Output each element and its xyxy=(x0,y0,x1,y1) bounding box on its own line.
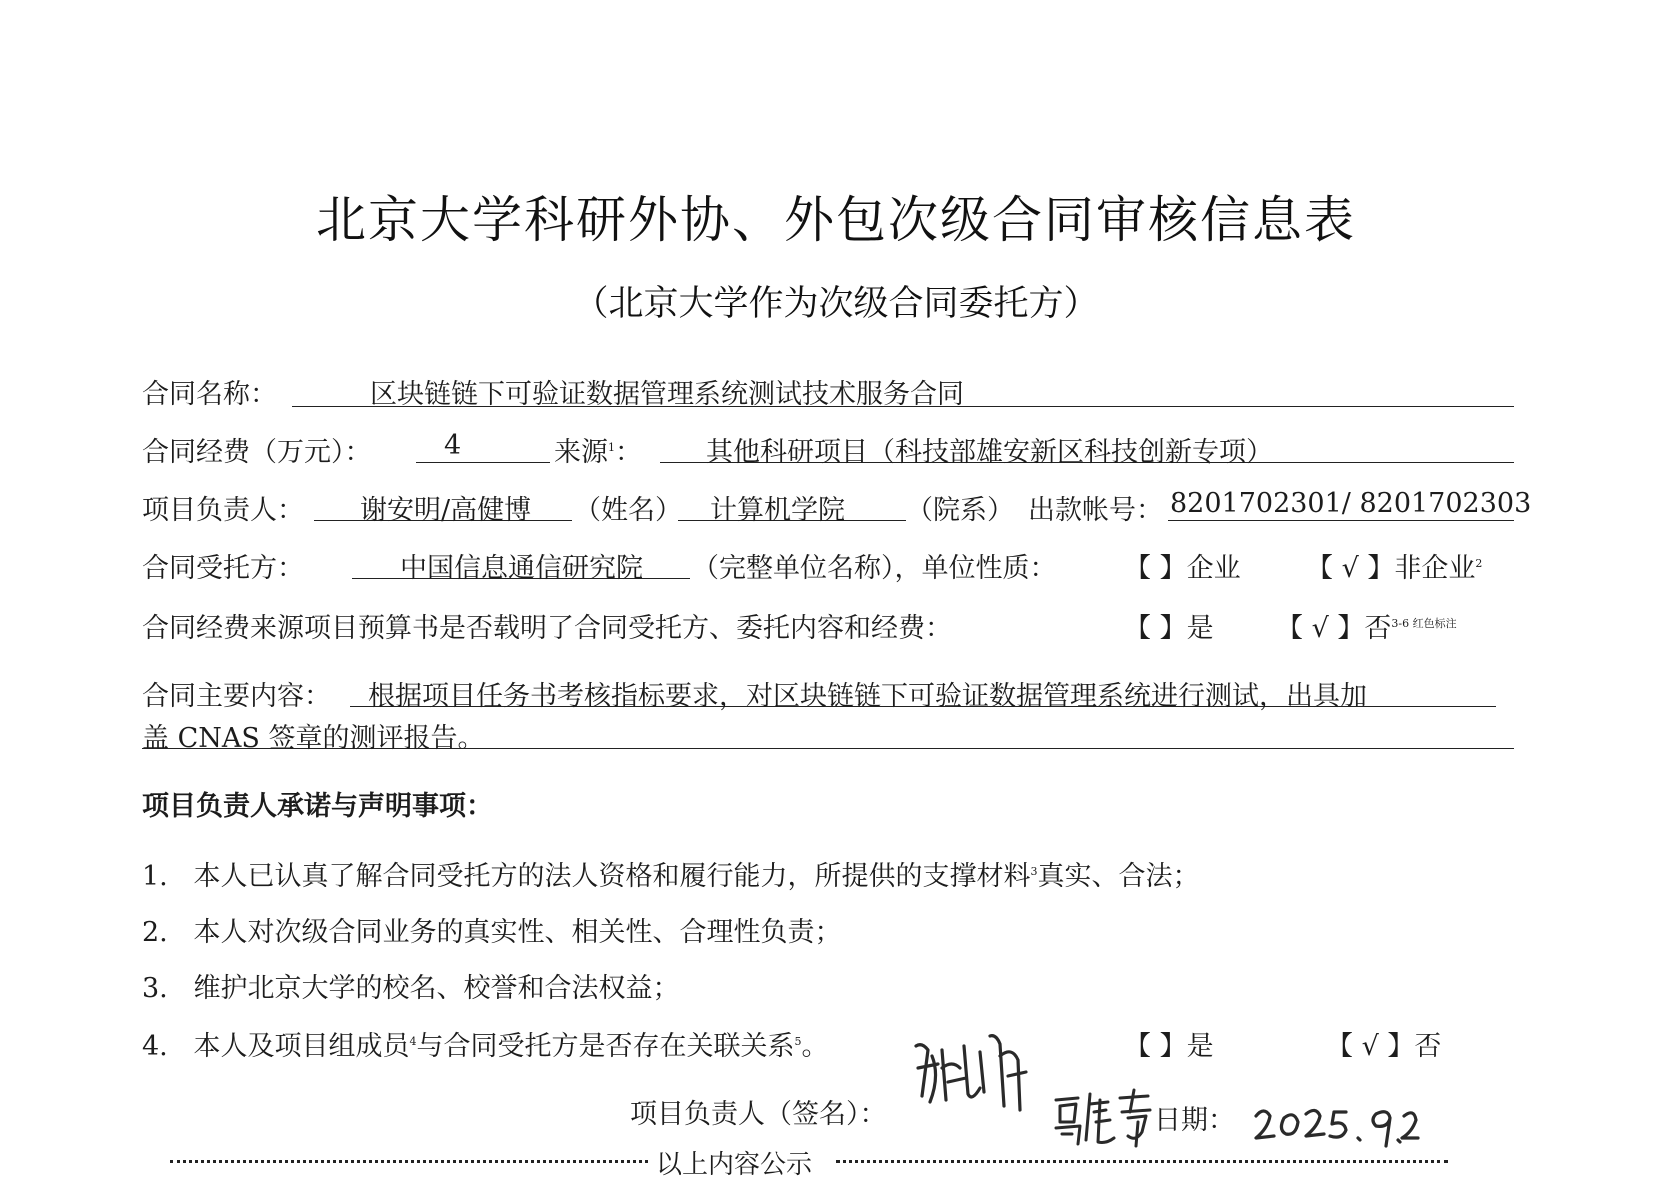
pledge-text-1b: 真实、合法； xyxy=(1037,861,1200,892)
handwritten-signature-1 xyxy=(908,1016,1048,1116)
related-yes-option xyxy=(1124,1024,1214,1063)
content-line-2: 盖 CNAS 签章的测评报告。 xyxy=(142,723,485,754)
funding-value: 4 xyxy=(444,430,462,461)
account-value: 8201702301/ 8201702303 xyxy=(1170,488,1532,519)
pledge-text-3: 维护北京大学的校名、校誉和合法权益； xyxy=(193,973,680,1004)
funding-source-value: 其他科研项目（科技部雄安新区科技创新专项） xyxy=(706,437,1273,468)
pledge-number-1: 1. xyxy=(142,861,168,892)
pledge-text-1a: 本人已认真了解合同受托方的法人资格和履行能力，所提供的支撑材料 xyxy=(193,861,1031,892)
trustee-footnote-2: 2 xyxy=(1475,557,1483,570)
leader-name-hint: （姓名） xyxy=(574,495,682,526)
related-no-label: 否 xyxy=(1414,1031,1442,1062)
leader-label: 项目负责人： xyxy=(142,495,304,526)
source-footnote-1: 1 xyxy=(608,441,615,454)
funding-source-label xyxy=(554,430,642,469)
budget-yes-checkbox: 【 】 xyxy=(1124,613,1187,644)
related-yes-checkbox: 【 】 xyxy=(1124,1031,1187,1062)
related-yes-label: 是 xyxy=(1186,1031,1214,1062)
leader-dept-hint: （院系） xyxy=(906,495,1014,526)
footer-dotted-line-left xyxy=(170,1160,648,1163)
budget-yes-label: 是 xyxy=(1186,613,1214,644)
budget-no-checkbox: 【 √ 】 xyxy=(1276,613,1365,644)
non-enterprise-label: 非企业 xyxy=(1394,553,1476,584)
pledge-item-2 xyxy=(142,910,842,949)
handwritten-signature-2 xyxy=(1050,1082,1158,1148)
trustee-hint: （完整单位名称），单位性质： xyxy=(692,553,1057,584)
pledge-number-2: 2. xyxy=(142,917,168,948)
pledge-footnote-5: 5 xyxy=(794,1035,802,1048)
pledge-item-4 xyxy=(142,1024,829,1063)
trustee-label: 合同受托方： xyxy=(142,553,304,584)
funding-underline xyxy=(416,462,550,463)
leader-name: 谢安明/高健博 xyxy=(360,495,532,526)
date-label: 日期： xyxy=(1154,1105,1235,1136)
pledge-text-2: 本人对次级合同业务的真实性、相关性、合理性负责； xyxy=(193,917,842,948)
budget-no-label: 否 xyxy=(1364,613,1392,644)
pledge-footnote-3: 3 xyxy=(1030,865,1038,878)
contract-name-value: 区块链链下可验证数据管理系统测试技术服务合同 xyxy=(370,379,964,410)
related-no-checkbox: 【 √ 】 xyxy=(1326,1031,1415,1062)
pledge-text-4a: 本人及项目组成员 xyxy=(193,1031,410,1062)
contract-name-label: 合同名称： xyxy=(142,379,277,410)
leader-dept: 计算机学院 xyxy=(710,495,845,526)
content-line-1: 根据项目任务书考核指标要求，对区块链链下可验证数据管理系统进行测试，出具加 xyxy=(368,681,1367,712)
footer-text: 以上内容公示 xyxy=(656,1150,813,1180)
account-underline xyxy=(1168,520,1514,521)
page-title: 北京大学科研外协、外包次级合同审核信息表 xyxy=(316,191,1356,249)
pledge-item-1 xyxy=(142,854,1200,893)
trustee-value: 中国信息通信研究院 xyxy=(400,553,643,584)
budget-footnote: 3-6 红色标注 xyxy=(1391,617,1457,630)
footer-dotted-line-right xyxy=(836,1160,1448,1163)
account-label: 出款帐号： xyxy=(1028,495,1163,526)
pledge-number-4: 4. xyxy=(142,1031,168,1062)
non-enterprise-option xyxy=(1306,546,1482,585)
signature-label: 项目负责人（签名）： xyxy=(630,1099,887,1130)
content-label: 合同主要内容： xyxy=(142,681,331,712)
source-colon: ： xyxy=(615,437,642,468)
pledge-number-3: 3. xyxy=(142,973,168,1004)
pledge-item-3 xyxy=(142,966,680,1005)
budget-yes-option xyxy=(1124,606,1214,645)
pledge-text-4c: 。 xyxy=(801,1031,829,1062)
related-no-option xyxy=(1326,1024,1441,1063)
non-enterprise-checkbox: 【 √ 】 xyxy=(1306,553,1395,584)
pledge-text-4b: 与合同受托方是否存在关联关系 xyxy=(416,1031,795,1062)
source-label-text: 来源 xyxy=(554,437,608,468)
pledge-heading: 项目负责人承诺与声明事项： xyxy=(142,791,493,822)
funding-label: 合同经费（万元）： xyxy=(142,437,372,468)
page-subtitle: （北京大学作为次级合同委托方） xyxy=(573,284,1099,324)
budget-question-text: 合同经费来源项目预算书是否载明了合同受托方、委托内容和经费： xyxy=(142,613,952,644)
enterprise-checkbox: 【 】 xyxy=(1124,553,1187,584)
enterprise-option xyxy=(1124,546,1241,585)
pledge-footnote-4: 4 xyxy=(409,1035,417,1048)
handwritten-date xyxy=(1248,1094,1420,1154)
enterprise-label: 企业 xyxy=(1186,553,1241,584)
budget-no-option xyxy=(1276,606,1457,645)
